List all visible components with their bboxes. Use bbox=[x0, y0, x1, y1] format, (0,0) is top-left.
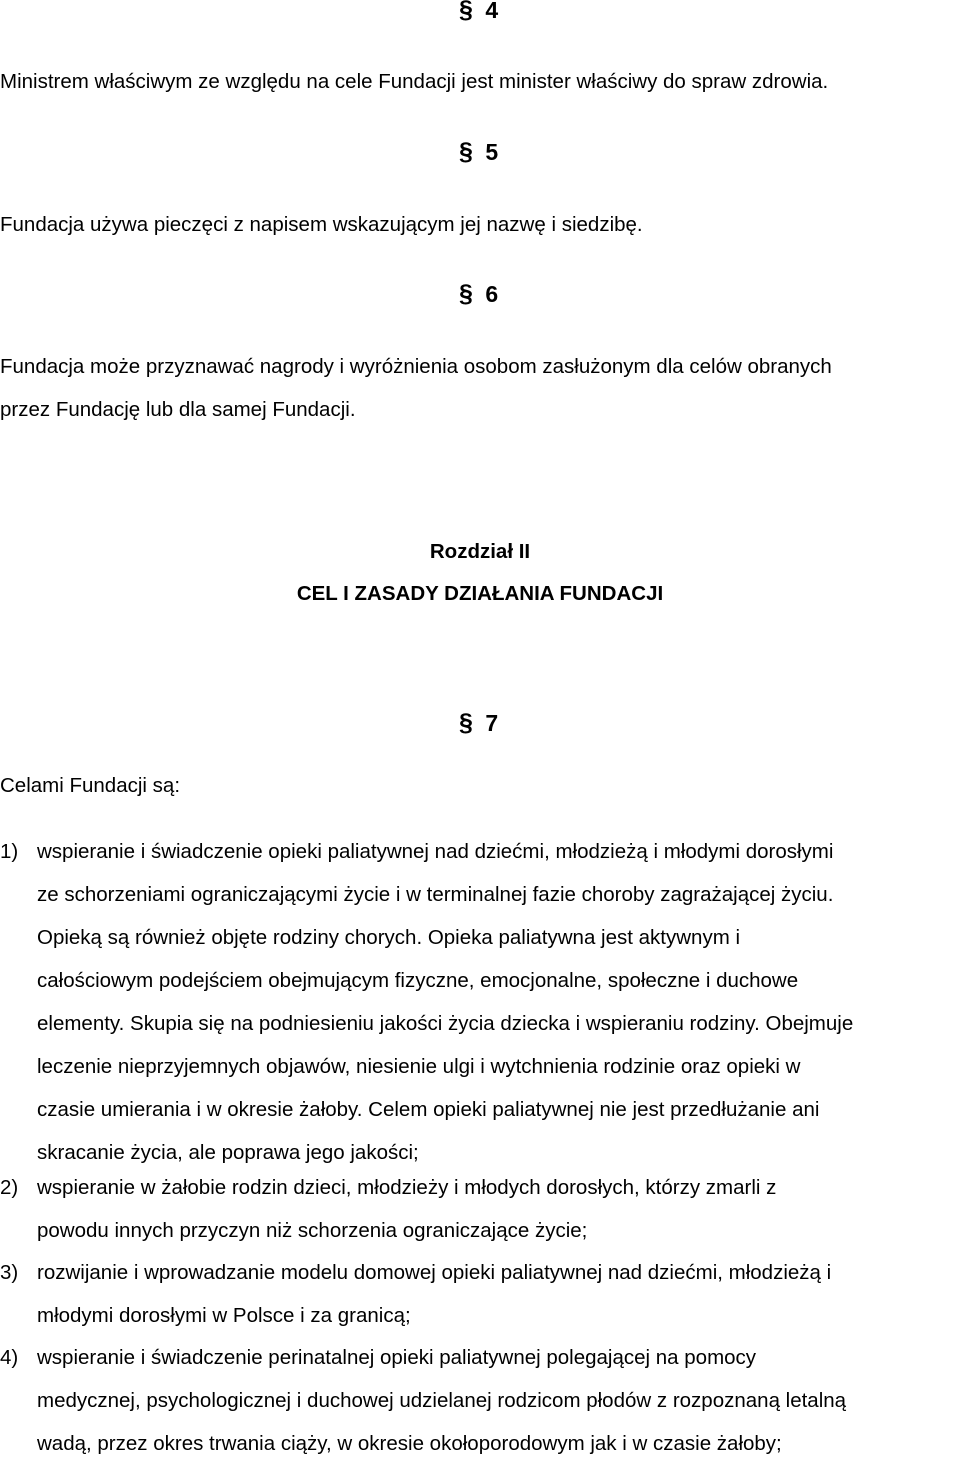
section-5-text: Fundacja używa pieczęci z napisem wskazującym jej nazwę i siedzibę. bbox=[0, 213, 643, 236]
section-number: 5 bbox=[485, 139, 499, 165]
list-item-number: 1) bbox=[0, 840, 19, 863]
list-item-number: 3) bbox=[0, 1261, 19, 1284]
list-item-line: rozwijanie i wprowadzanie modelu domowej opieki paliatywnej nad dziećmi, młodzieżą i bbox=[37, 1261, 832, 1284]
list-item-line: leczenie nieprzyjemnych objawów, niesienie ulgi i wytchnienia rodzinie oraz opieki w bbox=[37, 1055, 801, 1078]
section-symbol: § bbox=[459, 0, 474, 24]
list-item-line: czasie umierania i w okresie żałoby. Celem opieki paliatywnej nie jest przedłużanie ani bbox=[37, 1098, 820, 1121]
list-item-line: ze schorzeniami ograniczającymi życie i w terminalnej fazie choroby zagrażającej życiu. bbox=[37, 883, 834, 906]
list-item-line: młodymi dorosłymi w Polsce i za granicą; bbox=[37, 1304, 411, 1327]
list-item-line: wspieranie i świadczenie perinatalnej opieki paliatywnej polegającej na pomocy bbox=[37, 1346, 757, 1369]
list-item-number: 2) bbox=[0, 1176, 19, 1199]
list-item-line: elementy. Skupia się na podniesieniu jakości życia dziecka i wspieraniu rodziny. Obejmuje bbox=[37, 1012, 854, 1035]
section-6-text-line-1: Fundacja może przyznawać nagrody i wyróżnienia osobom zasłużonym dla celów obranych bbox=[0, 355, 832, 378]
list-item-line: powodu innych przyczyn niż schorzenia ograniczające życie; bbox=[37, 1219, 588, 1242]
section-7-intro: Celami Fundacji są: bbox=[0, 774, 181, 797]
list-item-number: 4) bbox=[0, 1346, 19, 1369]
list-item-line: całościowym podejściem obejmującym fizyczne, emocjonalne, społeczne i duchowe bbox=[37, 969, 799, 992]
list-item-line: Opieką są również objęte rodziny chorych. Opieka paliatywna jest aktywnym i bbox=[37, 926, 741, 949]
chapter-subtitle: CEL I ZASADY DZIAŁANIA FUNDACJI bbox=[296, 582, 664, 605]
list-item-line: skracanie życia, ale poprawa jego jakości; bbox=[37, 1141, 419, 1164]
section-symbol: § bbox=[459, 138, 474, 166]
list-item-line: wadą, przez okres trwania ciąży, w okresie okołoporodowym jak i w czasie żałoby; bbox=[37, 1432, 782, 1455]
section-6-heading bbox=[459, 280, 499, 309]
section-4-text: Ministrem właściwym ze względu na cele Fundacji jest minister właściwy do spraw zdrowia. bbox=[0, 70, 829, 93]
section-number: 7 bbox=[485, 710, 499, 736]
section-number: 6 bbox=[485, 281, 499, 307]
section-symbol: § bbox=[459, 709, 474, 737]
list-item-line: wspieranie w żałobie rodzin dzieci, młodzieży i młodych dorosłych, którzy zmarli z bbox=[37, 1176, 777, 1199]
list-item-line: wspieranie i świadczenie opieki paliatywnej nad dziećmi, młodzieżą i młodymi dorosłymi bbox=[37, 840, 834, 863]
list-item-line: medycznej, psychologicznej i duchowej udzielanej rodzicom płodów z rozpoznaną letalną bbox=[37, 1389, 847, 1412]
section-7-heading bbox=[459, 709, 499, 738]
section-symbol: § bbox=[459, 280, 474, 308]
chapter-title: Rozdział II bbox=[429, 540, 531, 563]
goals-list bbox=[0, 830, 960, 1455]
section-6-text-line-2: przez Fundację lub dla samej Fundacji. bbox=[0, 398, 356, 421]
section-5-heading bbox=[459, 138, 499, 167]
section-4-heading bbox=[459, 0, 499, 25]
section-number: 4 bbox=[485, 0, 499, 23]
